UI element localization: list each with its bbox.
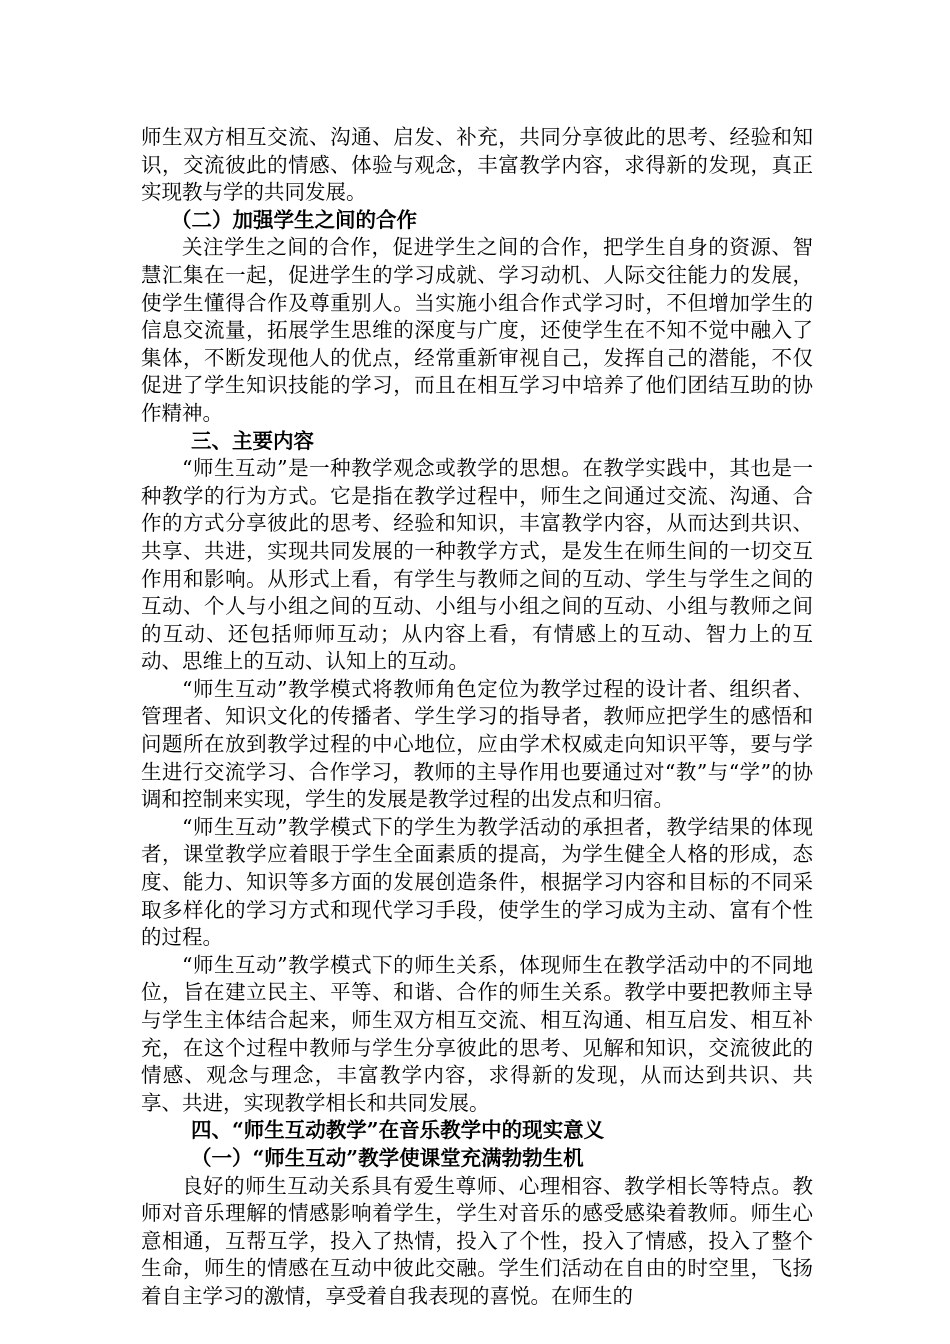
paragraph-teacher-student-relation: “师生互动”教学模式下的师生关系，体现师生在教学活动中的不同地位，旨在建立民主、平等、和谐、合作的师生关系。教学中要把教师主导与学生主体结合起来，师生双方相互交流、相互沟通、相互启发、相互补充，在这个过程中教师与学生分享彼此的思考、见解和知识，交流彼此的情感、观念与理念，丰富教学内容，求得新的发现，从而达到共识、共享、共进，实现教学相长和共同发展。 xyxy=(141,952,813,1115)
paragraph-teacher-role: “师生互动”教学模式将教师角色定位为教学过程的设计者、组织者、管理者、知识文化的传播者、学生学习的指导者，教师应把学生的感悟和问题所在放到教学过程的中心地位，应由学术权威走向知识平等，要与学生进行交流学习、合作学习，教师的主导作用也要通过对“教”与“学”的协调和控制来实现，学生的发展是教学过程的出发点和归宿。 xyxy=(141,676,813,812)
section-heading-main-content: 三、主要内容 xyxy=(191,428,314,453)
paragraph-student-role: “师生互动”教学模式下的学生为教学活动的承担者，教学结果的体现者，课堂教学应着眼于学生全面素质的提高，为学生健全人格的形成，态度、能力、知识等多方面的发展创造条件，根据学习内容和目标的不同采取多样化的学习方式和现代学习手段，使学生的学习成为主动、富有个性的过程。 xyxy=(141,814,813,950)
section-heading-practical-significance: 四、“师生互动教学”在音乐教学中的现实意义 xyxy=(191,1118,605,1143)
paragraph-good-relationship: 良好的师生互动关系具有爱生尊师、心理相容、教学相长等特点。教师对音乐理解的情感影响着学生，学生对音乐的感受感染着教师。师生心意相通，互帮互学，投入了热情，投入了个性，投入了情感，投入了整个生命，师生的情感在互动中彼此交融。学生们活动在自由的时空里，飞扬着自主学习的激情，享受着自我表现的喜悦。在师生的 xyxy=(141,1173,813,1308)
paragraph-cooperation: 关注学生之间的合作，促进学生之间的合作，把学生自身的资源、智慧汇集在一起，促进学生的学习成就、学习动机、人际交往能力的发展，使学生懂得合作及尊重别人。当实施小组合作式学习时，不但增加学生的信息交流量，拓展学生思维的深度与广度，还使学生在不知不觉中融入了集体，不断发现他人的优点，经常重新审视自己，发挥自己的潜能，不仅促进了学生知识技能的学习，而且在相互学习中培养了他们团结互助的协作精神。 xyxy=(141,235,813,425)
document-body xyxy=(141,124,813,1311)
section-heading-classroom-vitality: （一）“师生互动”教学使课堂充满勃勃生机 xyxy=(191,1145,584,1170)
section-heading-cooperation: （二）加强学生之间的合作 xyxy=(171,207,417,232)
paragraph-interaction-definition: “师生互动”是一种教学观念或教学的思想。在教学实践中，其也是一种教学的行为方式。它是指在教学过程中，师生之间通过交流、沟通、合作的方式分享彼此的思考、经验和知识，丰富教学内容，从而达到共识、共享、共进，实现共同发展的一种教学方式，是发生在师生间的一切交互作用和影响。从形式上看，有学生与教师之间的互动、学生与学生之间的互动、个人与小组之间的互动、小组与小组之间的互动、小组与教师之间的互动、还包括师师互动；从内容上看，有情感上的互动、智力上的互动、思维上的互动、认知上的互动。 xyxy=(141,456,813,674)
paragraph-intro-continuation: 师生双方相互交流、沟通、启发、补充，共同分享彼此的思考、经验和知识，交流彼此的情感、体验与观念，丰富教学内容，求得新的发现，真正实现教与学的共同发展。 xyxy=(141,125,813,205)
